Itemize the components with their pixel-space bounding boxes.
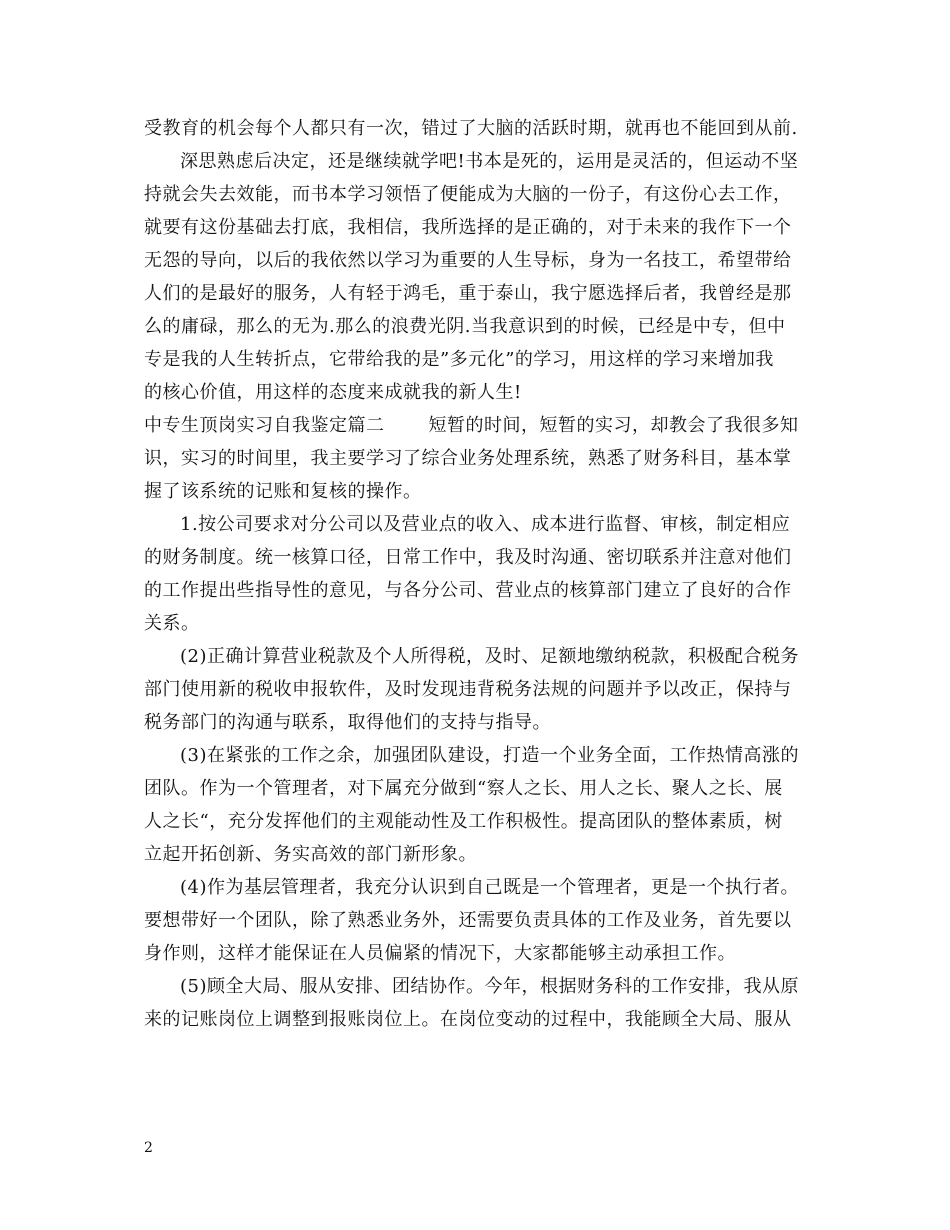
section-title: 中专生顶岗实习自我鉴定篇二	[144, 415, 385, 436]
text-line: 要想带好一个团队，除了熟悉业务外，还需要负责具体的工作及业务，首先要以	[144, 910, 792, 931]
text-line: 识，实习的时间里，我主要学习了综合业务处理系统，熟悉了财务科目，基本掌	[144, 448, 792, 469]
text-line: (3)在紧张的工作之余，加强团队建设，打造一个业务全面，工作热情高涨的	[180, 745, 799, 766]
text-line: 团队。作为一个管理者，对下属充分做到“察人之长、用人之长、聚人之长、展	[144, 778, 783, 799]
text-line: 税务部门的沟通与联系，取得他们的支持与指导。	[144, 712, 551, 733]
text-line: 专是我的人生转折点，它带给我的是”多元化”的学习，用这样的学习来增加我	[144, 349, 774, 370]
text-line: 来的记账岗位上调整到报账岗位上。在岗位变动的过程中，我能顾全大局、服从	[144, 1009, 792, 1030]
text-line: 人之长“，充分发挥他们的主观能动性及工作积极性。提高团队的整体素质，树	[144, 811, 783, 832]
text-line: (4)作为基层管理者，我充分认识到自己既是一个管理者，更是一个执行者。	[180, 877, 799, 898]
text-line: 么的庸碌，那么的无为.那么的浪费光阴.当我意识到的时候，已经是中专，但中	[144, 316, 786, 337]
text-line: 受教育的机会每个人都只有一次，错过了大脑的活跃时期，就再也不能回到从前.	[144, 118, 798, 139]
text-line: 1.按公司要求对分公司以及营业点的收入、成本进行监督、审核，制定相应	[180, 514, 791, 535]
text-line: (5)顾全大局、服从安排、团结协作。今年，根据财务科的工作安排，我从原	[180, 976, 799, 997]
text-line: 关系。	[144, 613, 200, 634]
text-line: 的财务制度。统一核算口径，日常工作中，我及时沟通、密切联系并注意对他们	[144, 547, 792, 568]
text-line: 人们的是最好的服务，人有轻于鸿毛，重于泰山，我宁愿选择后者，我曾经是那	[144, 283, 792, 304]
text-line: 的核心价值，用这样的态度来成就我的新人生!	[144, 382, 522, 403]
section-first-text: 短暂的时间，短暂的实习，却教会了我很多知	[428, 415, 799, 436]
text-line: 身作则，这样才能保证在人员偏紧的情况下，大家都能够主动承担工作。	[144, 943, 736, 964]
text-line: 部门使用新的税收申报软件，及时发现违背税务法规的问题并予以改正，保持与	[144, 679, 792, 700]
text-line: 深思熟虑后决定，还是继续就学吧!书本是死的，运用是灵活的，但运动不坚	[180, 151, 799, 172]
text-line: 无怨的导向，以后的我依然以学习为重要的人生导标，身为一名技工，希望带给	[144, 250, 792, 271]
section-heading-line	[144, 409, 814, 442]
page-number: 2	[144, 1140, 153, 1156]
text-line: 立起开拓创新、务实高效的部门新形象。	[144, 844, 477, 865]
text-line: 持就会失去效能，而书本学习领悟了便能成为大脑的一份子，有这份心去工作，	[144, 184, 792, 205]
text-line: 的工作提出些指导性的意见，与各分公司、营业点的核算部门建立了良好的合作	[144, 580, 792, 601]
text-line: (2)正确计算营业税款及个人所得税，及时、足额地缴纳税款，积极配合税务	[180, 646, 799, 667]
text-line: 就要有这份基础去打底，我相信，我所选择的是正确的，对于未来的我作下一个	[144, 217, 792, 238]
document-body	[144, 112, 814, 1036]
text-line: 握了该系统的记账和复核的操作。	[144, 481, 422, 502]
